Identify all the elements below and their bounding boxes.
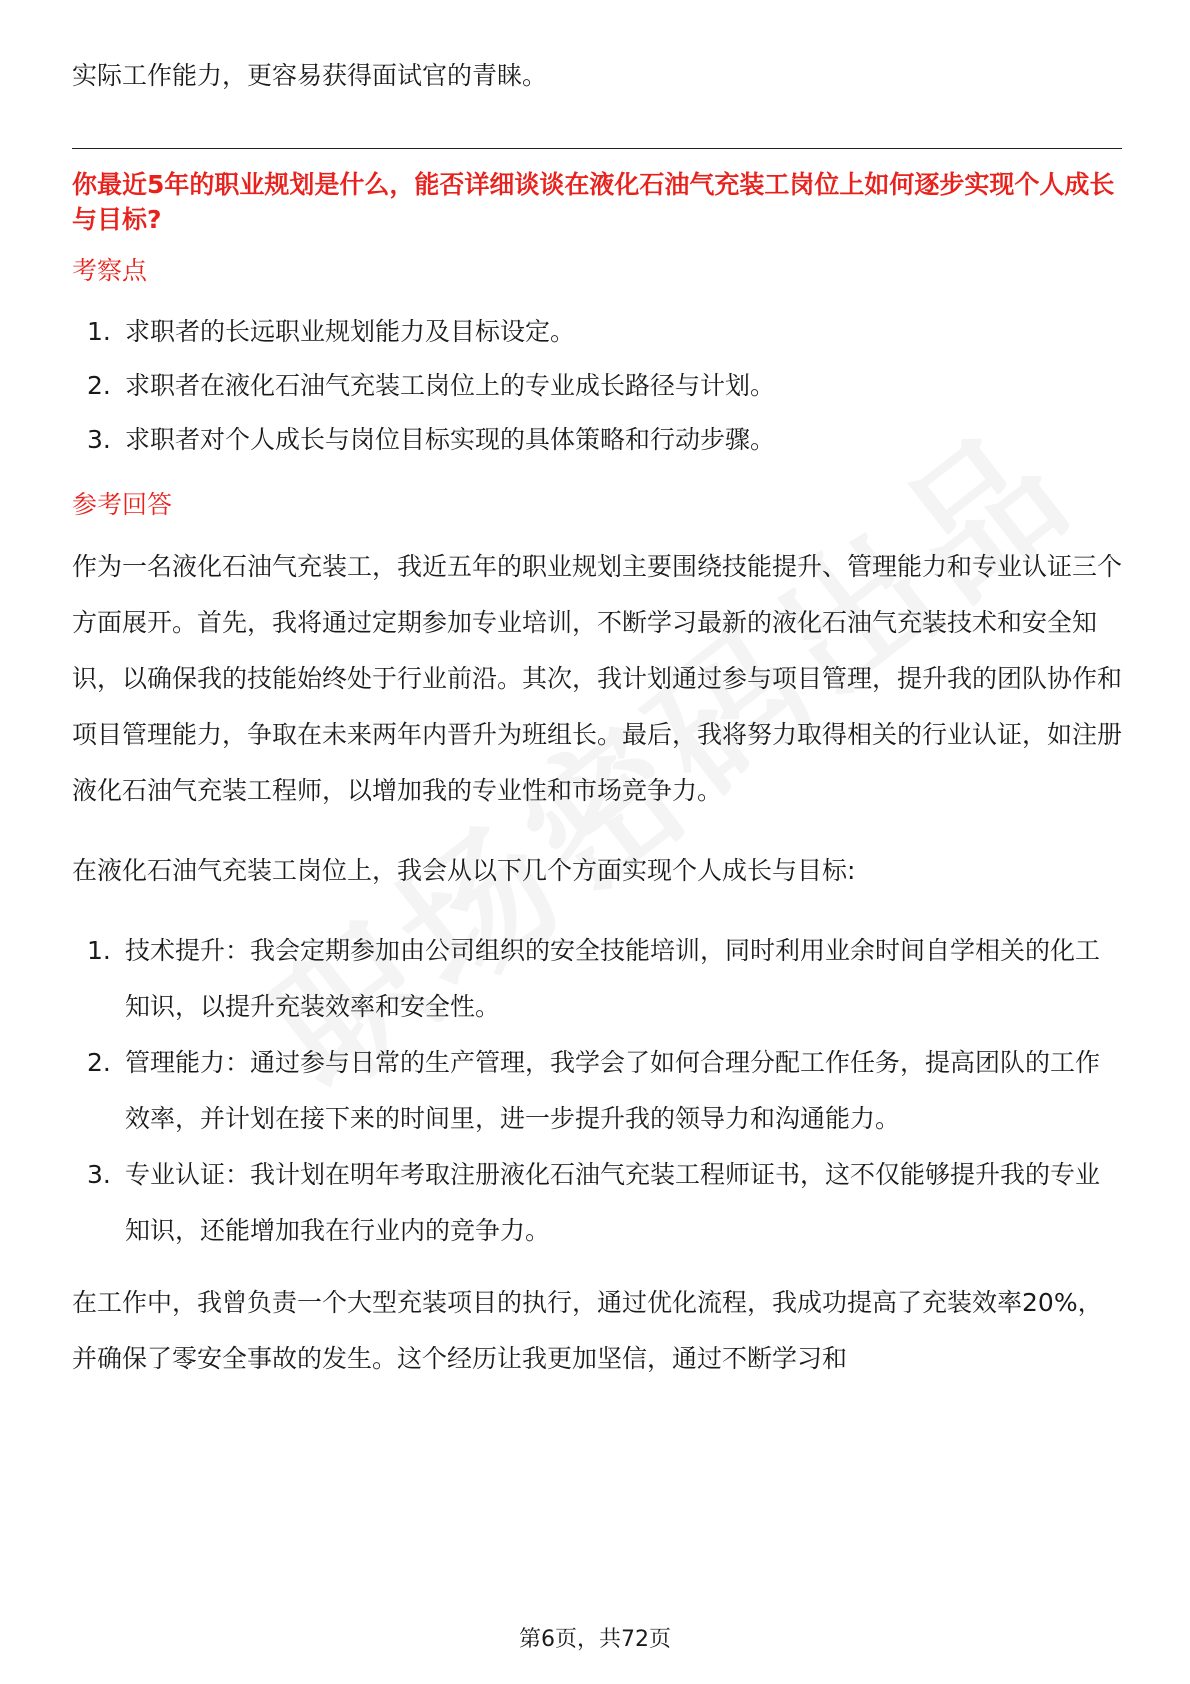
page-content	[72, 48, 1122, 1411]
answer-paragraph: 作为一名液化石油气充装工，我近五年的职业规划主要围绕技能提升、管理能力和专业认证三个方面展开。首先，我将通过定期参加专业培训，不断学习最新的液化石油气充装技术和安全知识，以确保我的技能始终处于行业前沿。其次，我计划通过参与项目管理，提升我的团队协作和项目管理能力，争取在未来两年内晋升为班组长。最后，我将努力取得相关的行业认证，如注册液化石油气充装工程师，以增加我的专业性和市场竞争力。	[72, 552, 1123, 805]
page-number: 第6页，共72页	[519, 1627, 671, 1652]
exam-points-list	[72, 305, 1122, 467]
answer-heading: 参考回答	[72, 490, 173, 519]
list-item: 3. 求职者对个人成长与岗位目标实现的具体策略和行动步骤。	[87, 425, 776, 454]
answer-paragraph: 在液化石油气充装工岗位上，我会从以下几个方面实现个人成长与目标:	[72, 856, 856, 885]
answer-points-list	[72, 923, 1122, 1259]
answer-paragraph: 在工作中，我曾负责一个大型充装项目的执行，通过优化流程，我成功提高了充装效率20%，并确保了零安全事故的发生。这个经历让我更加坚信，通过不断学习和	[72, 1288, 1103, 1373]
list-item: 2. 求职者在液化石油气充装工岗位上的专业成长路径与计划。	[87, 371, 776, 400]
question-heading: 你最近5年的职业规划是什么，能否详细谈谈在液化石油气充装工岗位上如何逐步实现个人成长与目标?	[72, 170, 1115, 234]
exam-points-heading: 考察点	[72, 256, 148, 285]
list-item: 1. 技术提升：我会定期参加由公司组织的安全技能培训，同时利用业余时间自学相关的化工知识，以提升充装效率和安全性。	[87, 936, 1101, 1021]
list-item: 3. 专业认证：我计划在明年考取注册液化石油气充装工程师证书，这不仅能够提升我的专业知识，还能增加我在行业内的竞争力。	[87, 1160, 1101, 1245]
list-item: 1. 求职者的长远职业规划能力及目标设定。	[87, 317, 576, 346]
continued-text: 实际工作能力，更容易获得面试官的青睐。	[72, 61, 548, 90]
divider	[72, 148, 1122, 149]
list-item: 2. 管理能力：通过参与日常的生产管理，我学会了如何合理分配工作任务，提高团队的工作效率，并计划在接下来的时间里，进一步提升我的领导力和沟通能力。	[87, 1048, 1101, 1133]
